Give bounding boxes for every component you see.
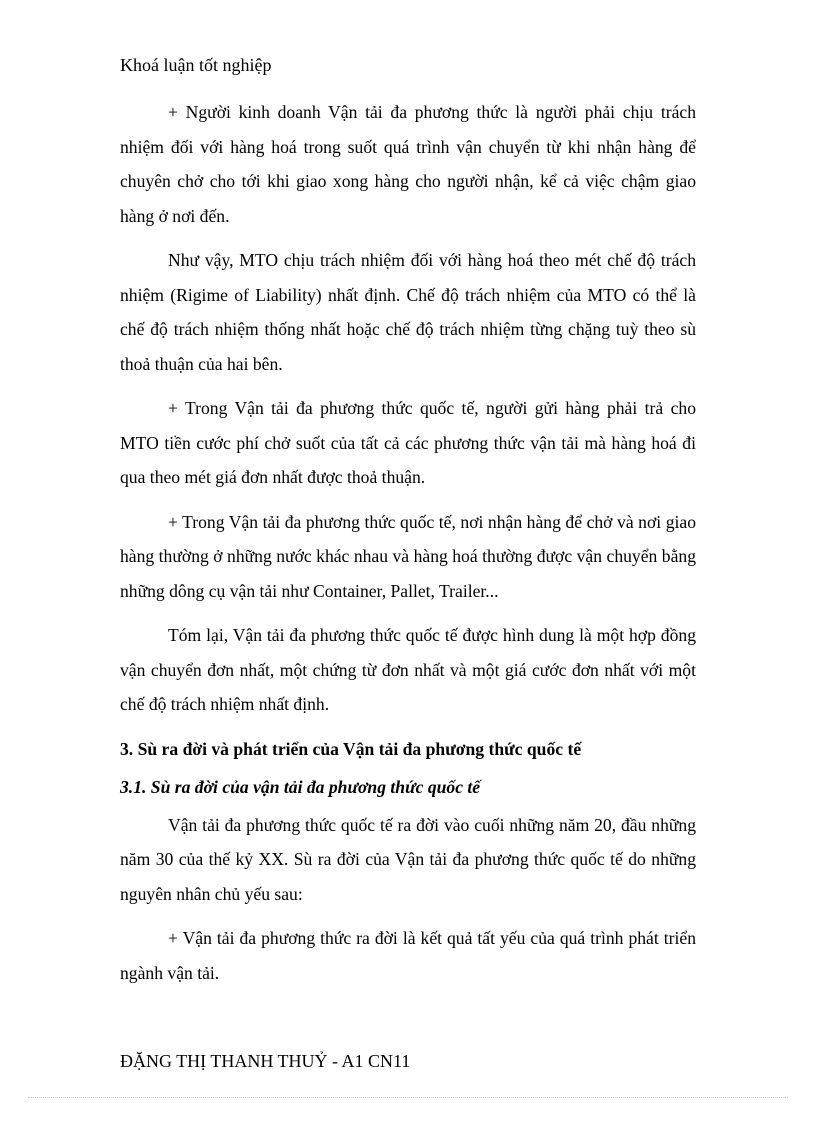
paragraph-summary: Tóm lại, Vận tải đa phương thức quốc tế được hình dung là một hợp đồng vận chuyển đơn nhất, một chứng từ đơn nhất và một giá cước đơn nhất với một chế độ trách nhiệm nhất định. bbox=[120, 625, 696, 714]
page-header: Khoá luận tốt nghiệp bbox=[120, 55, 272, 75]
document-body bbox=[120, 95, 696, 1000]
page-bottom-divider bbox=[28, 1097, 788, 1098]
section-heading: 3. Sù ra đời và phát triển của Vận tải đa phương thức quốc tế bbox=[120, 738, 582, 759]
paragraph-delivery-countries: + Trong Vận tải đa phương thức quốc tế, nơi nhận hàng để chở và nơi giao hàng thường ở những nước khác nhau và hàng hoá thường được vận chuyển bằng những dông cụ vận tải như Container, Pallet, Trailer... bbox=[120, 511, 696, 601]
paragraph-freight-payment: + Trong Vận tải đa phương thức quốc tế, người gửi hàng phải trả cho MTO tiền cước phí chở suốt của tất cả các phương thức vận tải mà hàng hoá đi qua theo mét giá đơn nhất được thoả thuận. bbox=[120, 398, 696, 487]
subsection-heading: 3.1. Sù ra đời của vận tải đa phương thức quốc tế bbox=[120, 776, 481, 797]
paragraph-origin: Vận tải đa phương thức quốc tế ra đời vào cuối những năm 20, đầu những năm 30 của thế kỷ XX. Sù ra đời của Vận tải đa phương thức quốc tế do những nguyên nhân chủ yếu sau: bbox=[120, 814, 696, 904]
paragraph-transport-development: + Vận tải đa phương thức ra đời là kết quả tất yếu của quá trình phát triển ngành vận tải. bbox=[120, 928, 696, 983]
paragraph-mto-responsibility: + Người kinh doanh Vận tải đa phương thức là người phải chịu trách nhiệm đối với hàng hoá trong suốt quá trình vận chuyển từ khi nhận hàng để chuyên chở cho tới khi giao xong hàng cho người nhận, kể cả việc chậm giao hàng ở nơi đến. bbox=[120, 102, 696, 226]
paragraph-liability-regime: Như vậy, MTO chịu trách nhiệm đối với hàng hoá theo mét chế độ trách nhiệm (Rigime of Liability) nhất định. Chế độ trách nhiệm của MTO có thể là chế độ trách nhiệm thống nhất hoặc chế độ trách nhiệm từng chặng tuỳ theo sù thoả thuận của hai bên. bbox=[120, 250, 696, 374]
page-footer: ĐẶNG THỊ THANH THUỶ - A1 CN11 bbox=[120, 1051, 411, 1071]
